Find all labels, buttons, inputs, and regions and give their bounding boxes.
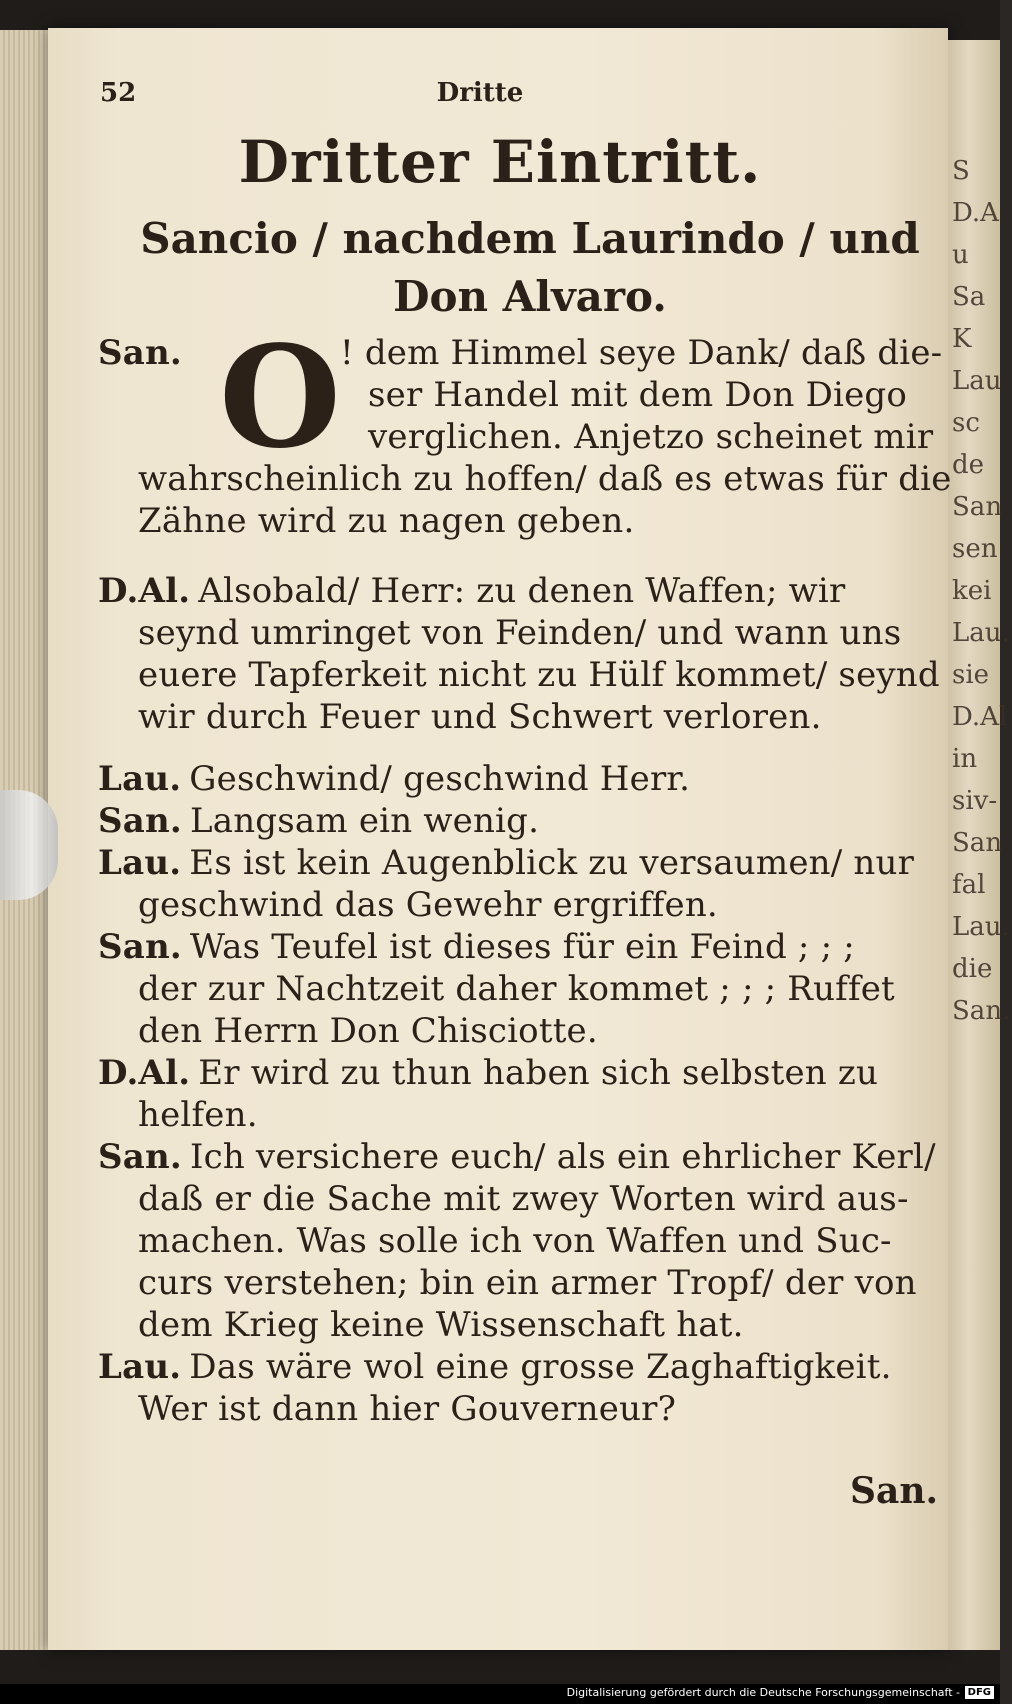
speech-text: geschwind das Gewehr ergriffen. bbox=[138, 885, 718, 925]
speech-text: der zur Nachtzeit daher kommet ; ; ; Ruffet bbox=[138, 969, 895, 1009]
speaker-label: San. bbox=[98, 333, 182, 373]
speech-line bbox=[98, 926, 968, 968]
speech-text: curs verstehen; bin ein armer Tropf/ der von bbox=[138, 1263, 917, 1303]
page-clip bbox=[0, 790, 58, 900]
speech-block bbox=[98, 842, 968, 926]
speech-text: Es ist kein Augenblick zu versaumen/ nur bbox=[189, 843, 915, 883]
speech-text: Er wird zu thun haben sich selbsten zu bbox=[198, 1053, 879, 1093]
speaker-label: D.Al. bbox=[98, 1053, 191, 1093]
speech-text: euere Tapferkeit nicht zu Hülf kommet/ seynd bbox=[138, 655, 940, 695]
page-number: 52 bbox=[100, 78, 137, 108]
speech-text: helfen. bbox=[138, 1095, 258, 1135]
speech-text: Langsam ein wenig. bbox=[189, 801, 540, 841]
speech-line bbox=[98, 570, 968, 612]
speech-line bbox=[98, 842, 968, 884]
speech-text: Das wäre wol eine grosse Zaghaftigkeit. bbox=[189, 1347, 892, 1387]
speech-line bbox=[98, 332, 968, 374]
speech-block bbox=[98, 1136, 968, 1346]
speech-text: Was Teufel ist dieses für ein Feind ; ; ; bbox=[189, 927, 855, 967]
speaker-label: San. bbox=[98, 927, 182, 967]
speech-line bbox=[98, 1346, 968, 1388]
speech-line bbox=[98, 654, 968, 696]
speech-text: Geschwind/ geschwind Herr. bbox=[189, 759, 691, 799]
speech-line bbox=[98, 1388, 968, 1430]
speech-line bbox=[98, 1052, 968, 1094]
facing-page-fragment: sc bbox=[952, 408, 980, 438]
speech-line bbox=[98, 1094, 968, 1136]
facing-page-fragment: de bbox=[952, 450, 985, 480]
speech-text: Zähne wird zu nagen geben. bbox=[138, 501, 635, 541]
characters-line-2: Don Alvaro. bbox=[393, 272, 667, 321]
facing-page-fragment: siv- bbox=[952, 786, 998, 816]
speaker-label: San. bbox=[98, 801, 182, 841]
speaker-label: Lau. bbox=[98, 1347, 182, 1387]
speech-block bbox=[98, 316, 968, 542]
facing-page-fragment: San bbox=[952, 492, 1003, 522]
facing-page-fragment: in bbox=[952, 744, 978, 774]
facing-page-fragment: fal bbox=[952, 870, 986, 900]
speech-line bbox=[98, 374, 968, 416]
footer-credit: Digitalisierung gefördert durch die Deutsche Forschungsgemeinschaft - bbox=[566, 1686, 960, 1699]
speech-line bbox=[98, 458, 968, 500]
facing-page-fragment: San bbox=[952, 828, 1003, 858]
speech-text: dem Krieg keine Wissenschaft hat. bbox=[138, 1305, 744, 1345]
speech-line bbox=[98, 1010, 968, 1052]
speech-line bbox=[98, 416, 968, 458]
speech-line bbox=[98, 1136, 968, 1178]
facing-page-fragment: D.Al bbox=[952, 702, 1008, 732]
speech-text: Alsobald/ Herr: zu denen Waffen; wir bbox=[198, 571, 846, 611]
speech-text: wir durch Feuer und Schwert verloren. bbox=[138, 697, 822, 737]
facing-page-fragment: Sa bbox=[952, 282, 986, 312]
speaker-label: Lau. bbox=[98, 843, 182, 883]
speech-line bbox=[98, 884, 968, 926]
speech-line bbox=[98, 758, 968, 800]
speech-block bbox=[98, 926, 968, 1052]
speech-line bbox=[98, 1178, 968, 1220]
speaker-label: Lau. bbox=[98, 759, 182, 799]
speech-text: Wer ist dann hier Gouverneur? bbox=[138, 1389, 677, 1429]
speech-line bbox=[98, 1304, 968, 1346]
speech-block bbox=[98, 1346, 968, 1430]
scene-characters bbox=[130, 210, 930, 326]
speaker-label: D.Al. bbox=[98, 571, 191, 611]
facing-page-fragment: sen bbox=[952, 534, 998, 564]
drop-cap-initial: O bbox=[219, 316, 341, 480]
facing-page-fragment: D.A bbox=[952, 198, 999, 228]
speech-line bbox=[98, 696, 968, 738]
speech-line bbox=[98, 1220, 968, 1262]
speaker-label: San. bbox=[98, 1137, 182, 1177]
speech-block bbox=[98, 800, 968, 842]
speech-text: ! dem Himmel seye Dank/ daß die- bbox=[339, 333, 943, 373]
speech-line bbox=[98, 500, 968, 542]
facing-page-fragment: u bbox=[952, 240, 969, 270]
facing-page-fragment: sie bbox=[952, 660, 990, 690]
facing-page-fragment: K bbox=[952, 324, 972, 354]
facing-page-fragment: kei bbox=[952, 576, 992, 606]
facing-page-fragment: Lau. bbox=[952, 618, 1010, 648]
speech-text: den Herrn Don Chisciotte. bbox=[138, 1011, 598, 1051]
speech-block bbox=[98, 758, 968, 800]
speech-line bbox=[98, 612, 968, 654]
facing-page-fragment: San. bbox=[952, 996, 1011, 1026]
speech-line bbox=[98, 1262, 968, 1304]
speech-line bbox=[98, 800, 968, 842]
facing-page-fragment: S bbox=[952, 156, 970, 186]
speech-block bbox=[98, 1052, 968, 1136]
dfg-logo: DFG bbox=[965, 1686, 994, 1699]
speech-text: ser Handel mit dem Don Diego bbox=[368, 375, 908, 415]
facing-page-fragment: die bbox=[952, 954, 993, 984]
facing-page-fragment: Lau bbox=[952, 366, 1002, 396]
scene-title: Dritter Eintritt. bbox=[238, 128, 762, 196]
facing-page-fragment: Lau. bbox=[952, 912, 1010, 942]
speech-text: wahrscheinlich zu hoffen/ daß es etwas für die bbox=[138, 459, 952, 499]
speech-line bbox=[98, 968, 968, 1010]
speech-text: daß er die Sache mit zwey Worten wird aus- bbox=[138, 1179, 909, 1219]
running-head: Dritte bbox=[436, 78, 524, 108]
page-header bbox=[100, 78, 900, 118]
speech-block bbox=[98, 570, 968, 738]
catchword: San. bbox=[850, 1470, 939, 1512]
speech-text: Ich versichere euch/ als ein ehrlicher Kerl/ bbox=[189, 1137, 936, 1177]
speech-text: seynd umringet von Feinden/ und wann uns bbox=[138, 613, 902, 653]
speech-text: machen. Was solle ich von Waffen und Suc- bbox=[138, 1221, 892, 1261]
characters-line-1: Sancio / nachdem Laurindo / und bbox=[140, 214, 920, 263]
speech-text: verglichen. Anjetzo scheinet mir bbox=[368, 417, 934, 457]
